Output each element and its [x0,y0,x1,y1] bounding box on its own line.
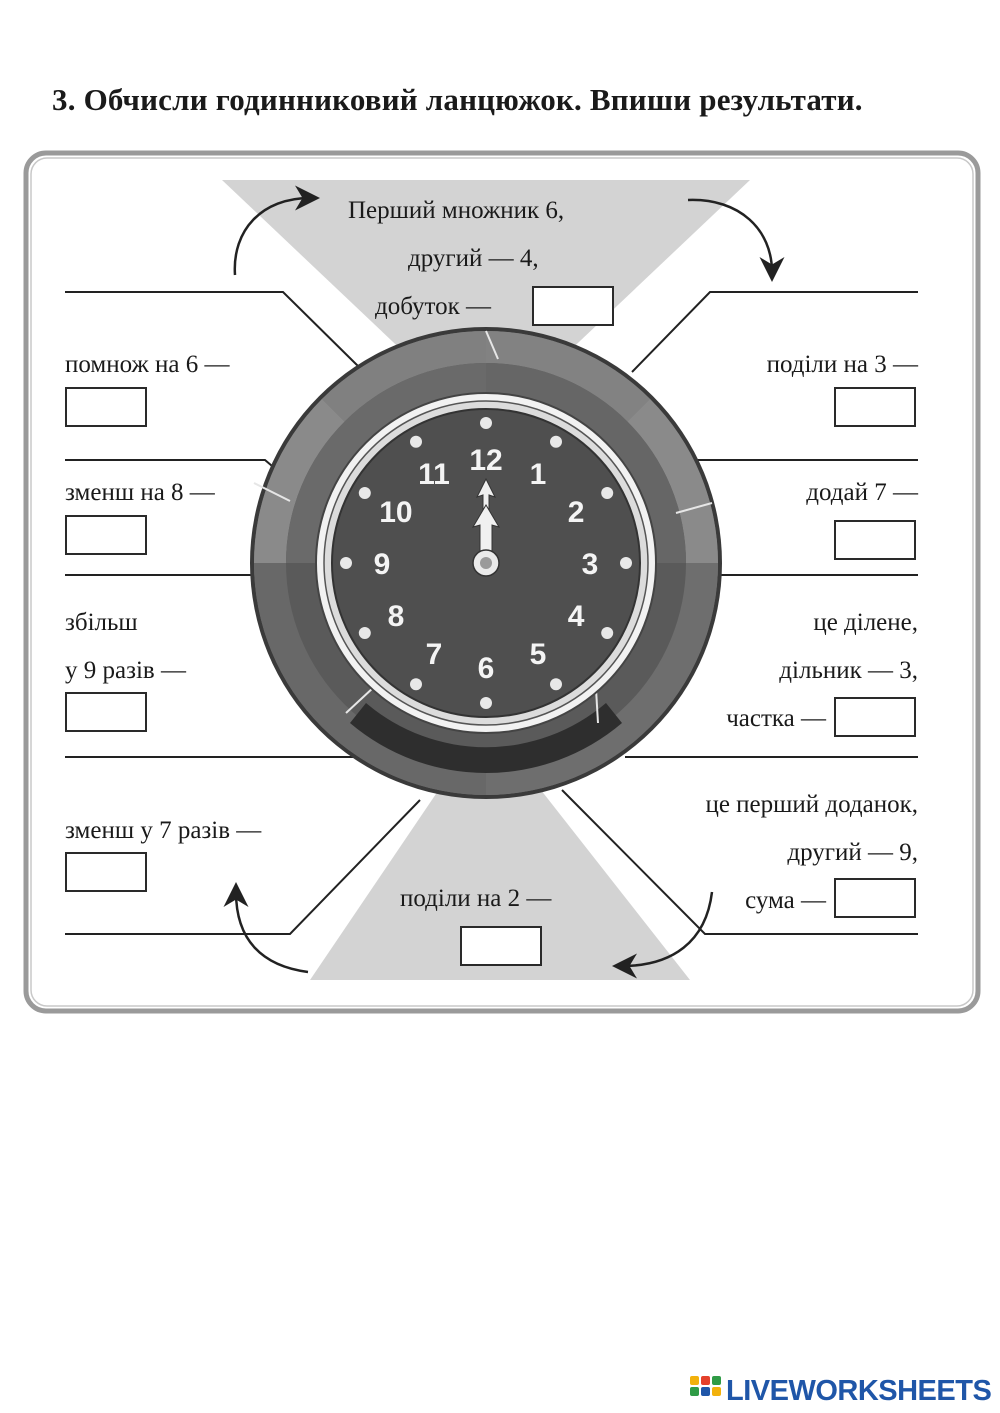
liveworksheets-logo-icon [690,1376,724,1406]
answer-multiply-by-9[interactable] [65,692,147,732]
step-right2-label: додай 7 — [806,479,918,506]
answer-divide-by-3[interactable] [834,387,916,427]
answer-sum[interactable] [834,878,916,918]
clock-number-12: 12 [469,444,503,477]
step-top-line3: добуток — [375,293,491,320]
step-left2-label: зменш на 8 — [65,479,215,506]
answer-quotient[interactable] [834,697,916,737]
clock-dot [550,436,562,448]
step-top-line1: Перший множник 6, [348,197,565,224]
clock-number-5: 5 [529,638,547,672]
step-right3-line3: частка — [726,705,826,732]
clock-number-1: 1 [529,457,547,491]
clock-number-3: 3 [581,548,599,581]
liveworksheets-brand: LIVEWORKSHEETS [726,1374,992,1407]
step-right4-line1: це перший доданок, [705,791,918,818]
clock-dot [410,678,422,690]
clock-number-10: 10 [379,496,413,529]
step-right1-label: поділи на 3 — [766,351,918,378]
step-right3-line2: дільник — 3, [779,657,918,684]
clock [250,327,722,799]
clock-dot [480,417,492,429]
answer-product[interactable] [532,286,614,326]
clock-number-11: 11 [418,457,450,491]
clock-dot [359,487,371,499]
clock-dot [410,436,422,448]
answer-multiply-by-6[interactable] [65,387,147,427]
answer-divide-by-7[interactable] [65,852,147,892]
clock-number-4: 4 [567,600,585,633]
answer-subtract-8[interactable] [65,515,147,555]
clock-dot [359,627,371,639]
answer-divide-by-2[interactable] [460,926,542,966]
clock-number-8: 8 [387,600,405,633]
clock-dot [550,678,562,690]
clock-number-6: 6 [477,652,495,685]
clock-dot [620,557,632,569]
clock-dot [601,487,613,499]
clock-number-7: 7 [425,638,443,672]
answer-add-7[interactable] [834,520,916,560]
step-left4-label: зменш у 7 разів — [65,817,262,844]
clock-dot [480,697,492,709]
liveworksheets-logo [690,1374,991,1408]
step-left3-line1: збільш [65,609,138,636]
step-right3-line1: це ділене, [813,609,918,636]
step-right4-line2: другий — 9, [787,839,918,866]
step-bottom-label: поділи на 2 — [400,885,552,912]
clock-dot [601,627,613,639]
step-left3-line2: у 9 разів — [65,657,186,684]
arrow-bottom-left [236,892,308,972]
step-top-line2: другий — 4, [408,245,539,272]
task-title: 3. Обчисли годинниковий ланцюжок. Впиши результати. [52,82,863,117]
step-right4-line3: сума — [745,887,826,914]
clock-number-9: 9 [373,548,391,581]
clock-number-2: 2 [567,496,585,529]
step-left1-label: помнож на 6 — [65,351,230,378]
clock-dot [340,557,352,569]
